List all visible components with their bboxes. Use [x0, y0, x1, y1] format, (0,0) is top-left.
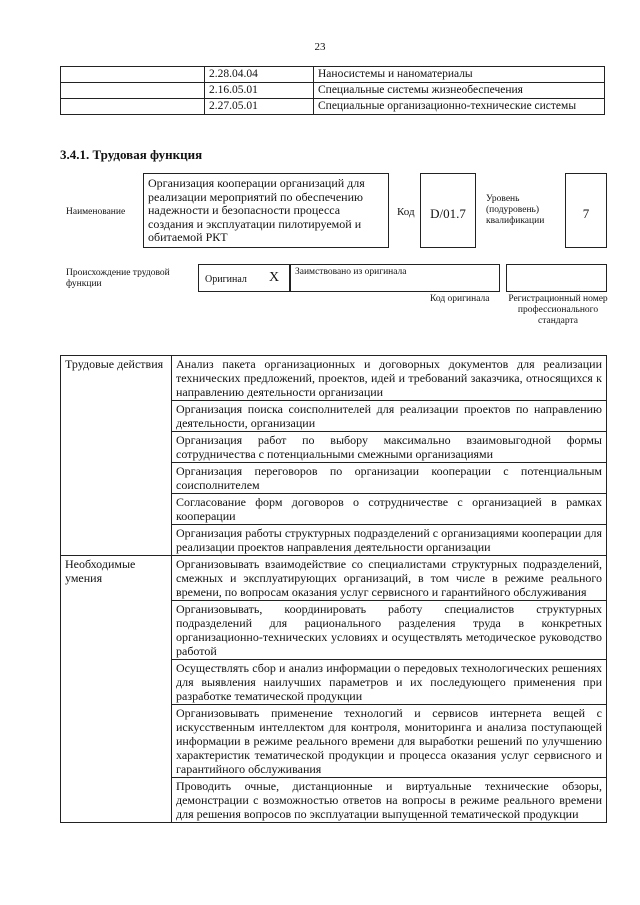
code-original-caption: Код оригинала	[430, 294, 490, 304]
skill-item: Осуществлять сбор и анализ информации о передовых технологических решениях для выявления наилучших параметров и их последующего применения при разработке тематической продукции	[172, 660, 607, 705]
labor-action-item: Организация переговоров по организации кооперации с потенциальным соисполнителем	[172, 463, 607, 494]
skill-item: Организовывать, координировать работу специалистов структурных подразделений для рационального разделения труда в конкретных организационно-технических условиях и осуществлять методическое руководство работой	[172, 601, 607, 660]
page-number: 23	[314, 41, 326, 53]
borrowed-cell	[290, 264, 500, 292]
labor-action-item: Организация поиска соисполнителей для реализации проектов по направлению деятельности, организации	[172, 401, 607, 432]
original-cell	[198, 264, 290, 292]
required-skills-label: Необходимые умения	[61, 556, 172, 823]
table-row	[61, 67, 605, 83]
specialty-code: 2.27.05.01	[205, 99, 314, 115]
origin-label: Происхождение трудовой функции	[66, 268, 170, 289]
labor-action-item: Анализ пакета организационных и договорных документов для реализации технических предложений, проектов, идей и требований заказчика, относящихся к направлению деятельности организации	[172, 356, 607, 401]
function-details-table	[60, 355, 607, 823]
section-title: 3.4.1. Трудовая функция	[60, 147, 203, 162]
labor-action-item: Организация работы структурных подразделений с организациями кооперации для реализации проектов направления деятельности организации	[172, 525, 607, 556]
function-name: Организация кооперации организаций для реализации мероприятий по обеспечению надежности и безопасности процесса создания и эксплуатации пилотируемой и обитаемой РКТ	[143, 173, 389, 248]
skill-item: Организовывать применение технологий и сервисов интернета вещей с искусственным интеллектом для контроля, мониторинга и анализа поступающей информации в режиме реального времени для выработки решений по улучшению характеристик тематической продукции и процесса оказания услуг сервисного и гарантийного обслуживания	[172, 705, 607, 778]
original-label: Оригинал	[205, 274, 247, 285]
code-label: Код	[397, 206, 415, 218]
empty-cell	[61, 67, 205, 83]
skill-item: Организовывать взаимодействие со специалистами структурных подразделений, смежных и эксплуатирующих организаций, в том числе в режиме реального времени, по вопросам оказания услуг сервисного и гарантийного обслуживания	[172, 556, 607, 601]
original-mark: X	[269, 270, 280, 285]
table-row	[61, 356, 607, 401]
empty-cell	[61, 83, 205, 99]
origin-row	[198, 264, 607, 292]
labor-action-item: Согласование форм договоров о сотрудничестве с организацией в рамках кооперации	[172, 494, 607, 525]
specialty-code: 2.28.04.04	[205, 67, 314, 83]
specialty-table	[60, 66, 605, 115]
table-row	[61, 99, 605, 115]
qualification-level: 7	[565, 173, 607, 248]
borrowed-label: Заимствовано из оригинала	[295, 267, 407, 277]
reg-number-cell	[506, 264, 607, 292]
specialty-name: Наносистемы и наноматериалы	[314, 67, 605, 83]
table-row	[61, 83, 605, 99]
specialty-name: Специальные организационно-технические системы	[314, 99, 605, 115]
empty-cell	[61, 99, 205, 115]
name-label: Наименование	[66, 207, 126, 217]
labor-actions-label: Трудовые действия	[61, 356, 172, 556]
table-row	[61, 556, 607, 601]
labor-action-item: Организация работ по выбору максимально взаимовыгодной формы сотрудничества с потенциальными смежными организациями	[172, 432, 607, 463]
reg-number-caption: Регистрационный номер профессионального стандарта	[508, 294, 608, 326]
function-code: D/01.7	[420, 173, 476, 248]
specialty-code: 2.16.05.01	[205, 83, 314, 99]
skill-item: Проводить очные, дистанционные и виртуальные технические обзоры, демонстрации с возможностью ответов на вопросы в режиме реального времени для решения вопросов по эксплуатации выпущенной тематической продукции	[172, 778, 607, 823]
level-label: Уровень (подуровень) квалификации	[486, 194, 545, 226]
specialty-name: Специальные системы жизнеобеспечения	[314, 83, 605, 99]
